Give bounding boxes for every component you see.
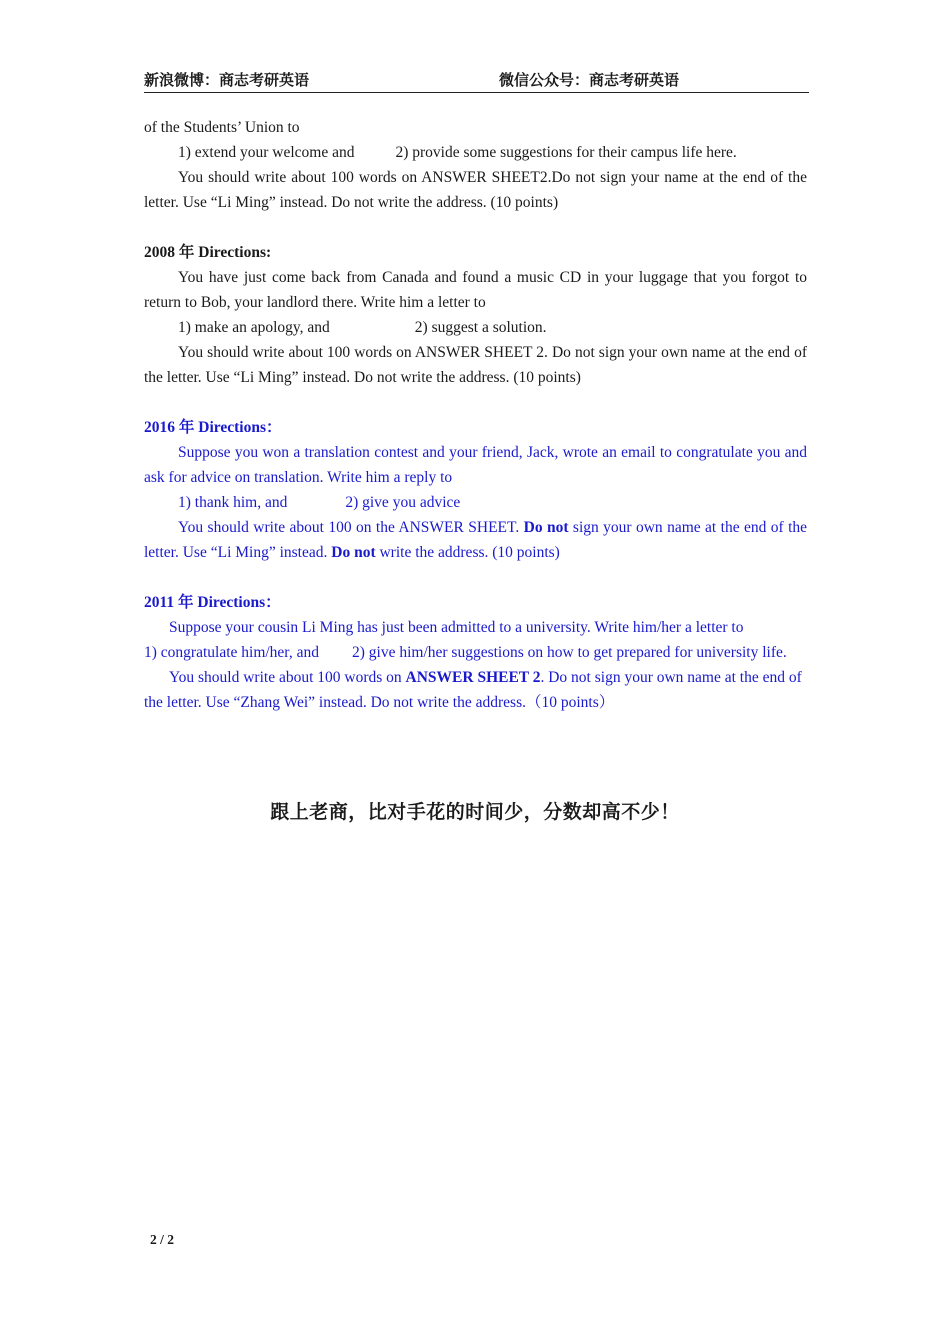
task-item-2011-1: 1) congratulate him/her, and	[144, 644, 319, 661]
section-2016	[144, 415, 807, 565]
task-item-2011-2: 2) give him/her suggestions on how to get prepared for university life.	[351, 644, 787, 661]
instructions-2011	[144, 665, 807, 715]
instr-2016-part-a: You should write about 100 on the ANSWER SHEET.	[178, 519, 524, 536]
prompt-2008: You have just come back from Canada and found a music CD in your luggage that you forgot to return to Bob, your landlord there. Write him a letter to	[144, 269, 807, 311]
instructions: You should write about 100 words on ANSWER SHEET2.Do not sign your name at the end of the letter. Use “Li Ming” instead. Do not write the address. (10 points)	[144, 169, 807, 211]
task-item-2: 2) provide some suggestions for their campus life here.	[395, 144, 737, 161]
task-items	[144, 140, 807, 165]
prompt-2016: Suppose you won a translation contest and your friend, Jack, wrote an email to congratulate you and ask for advice on translation. Write him a reply to	[144, 444, 807, 486]
header-weibo: 新浪微博：商志考研英语	[144, 71, 310, 89]
instructions-2016	[144, 515, 807, 565]
instr-2016-part-c: sign your own name at the end of the letter. Use “Li Ming” instead.	[144, 519, 808, 561]
task-items-2008	[144, 315, 807, 340]
instr-2016-emphasis-1: Do not	[523, 519, 569, 536]
document-body	[144, 115, 807, 715]
prompt-2011: Suppose your cousin Li Ming has just been admitted to a university. Write him/her a letter to	[169, 619, 744, 636]
task-item-2016-1: 1) thank him, and	[178, 494, 288, 511]
section-2011	[144, 590, 807, 715]
header-wechat: 微信公众号：商志考研英语	[499, 71, 680, 89]
page-number: 2 / 2	[150, 1232, 175, 1247]
task-item-1: 1) extend your welcome and	[178, 144, 355, 161]
instr-2016-emphasis-2: Do not	[331, 544, 376, 561]
task-items-2016	[144, 490, 807, 515]
instr-2011-part-c: . Do not sign your own name at the end of the letter. Use “Zhang Wei” instead. Do not write the address.（10 points）	[144, 669, 802, 711]
slogan: 跟上老商，比对手花的时间少，分数却高不少！	[270, 801, 680, 823]
task-item-2016-2: 2) give you advice	[345, 494, 461, 511]
task-item-2008-1: 1) make an apology, and	[178, 319, 330, 336]
instructions-2008: You should write about 100 words on ANSWER SHEET 2. Do not sign your own name at the end of the letter. Use “Li Ming” instead. Do not write the address. (10 points)	[144, 344, 807, 386]
heading-2016: 2016 年 Directions：	[144, 419, 282, 436]
instr-2016-part-e: write the address. (10 points)	[375, 544, 560, 561]
instr-2011-part-a: You should write about 100 words on	[169, 669, 406, 686]
continued-line: of the Students’ Union to	[144, 119, 300, 136]
task-item-2008-2: 2) suggest a solution.	[414, 319, 547, 336]
heading-2008: 2008 年 Directions:	[144, 244, 272, 261]
instr-2011-emphasis: ANSWER SHEET 2	[405, 669, 541, 686]
heading-2011: 2011 年 Directions：	[144, 594, 281, 611]
task-items-2011	[144, 640, 807, 665]
page-header	[144, 66, 809, 93]
